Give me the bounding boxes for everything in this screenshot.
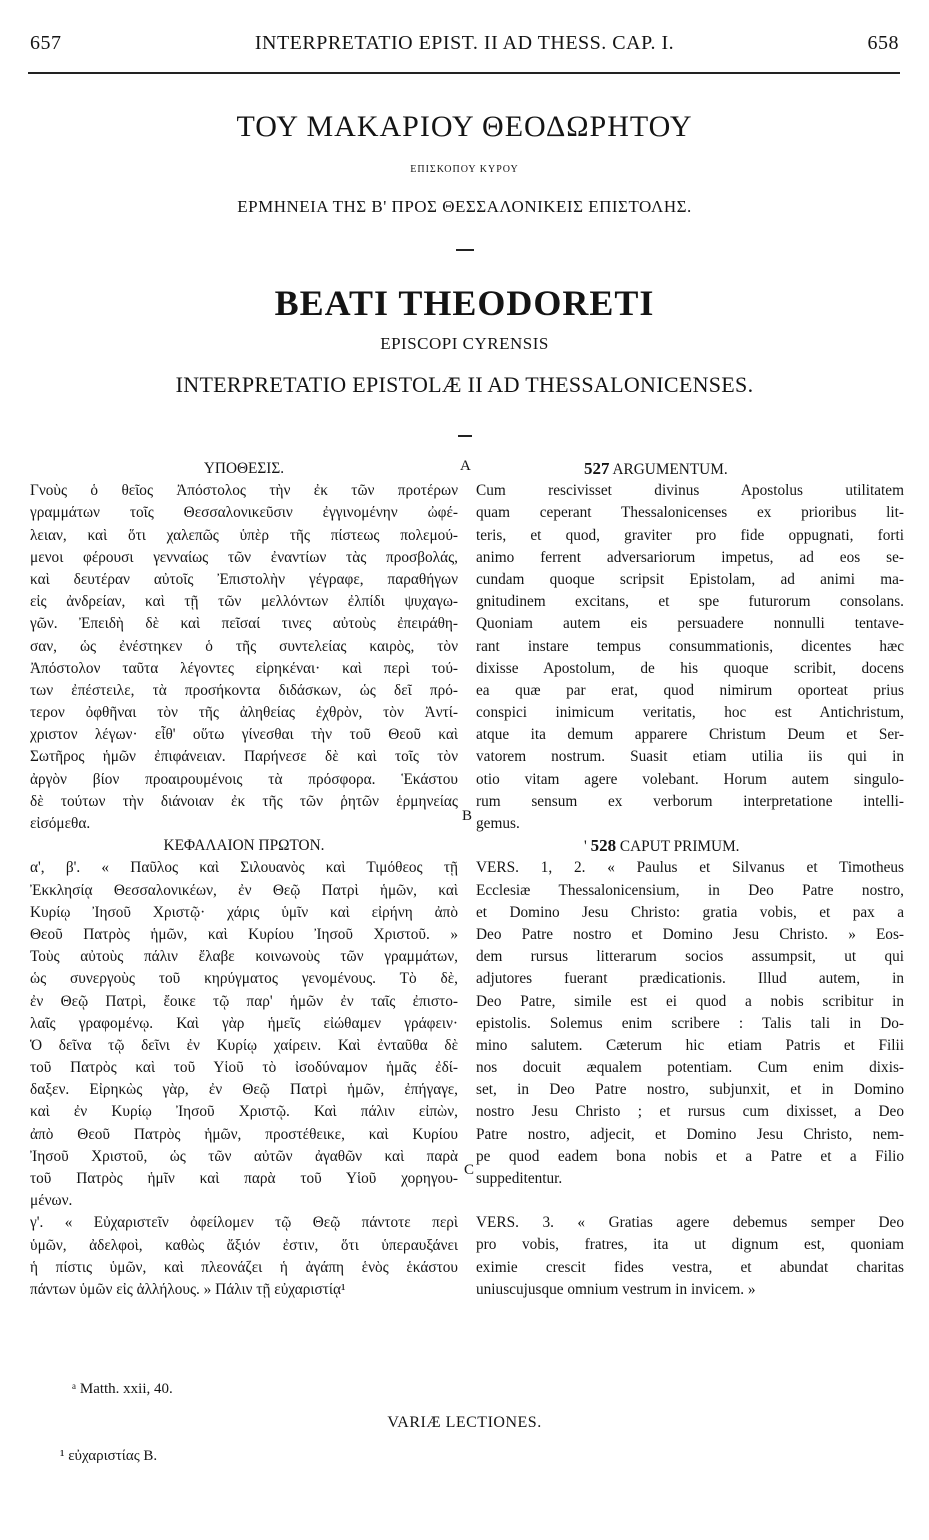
text-line: τερον ὀφθῆναι τὸν τῆς ἀληθείας ἐχθρὸν, τὸν Ἀντί- [30, 704, 458, 722]
text-line: λειαν, καὶ ὅτι χαλεπῶς ὑπὲρ τῆς πίστεως πολεμού- [30, 526, 458, 544]
text-line: cundam quoque scripsit Epistolam, ad animi ma- [476, 570, 904, 588]
text-line: εἰς ἀνδρείαν, καὶ τῇ τῶν μελλόντων ἐλπίδι ψυχαγω- [30, 593, 458, 611]
text-line: eximie crescit fides vestra, et abundat charitas [476, 1258, 904, 1276]
text-line: ἡ πίστις ὑμῶν, καὶ πλεονάζει ἡ ἀγάπη ἑνὸς ἑκάστου [30, 1258, 458, 1276]
text-line: ὑμῶν, ἀδελφοὶ, καθὼς ἄξιόν ἐστιν, ὅτι ὑπεραυξάνει [30, 1236, 458, 1254]
text-line: μένων. [30, 1192, 73, 1210]
caput-label: CAPUT PRIMUM. [619, 838, 740, 856]
greek-column [30, 458, 458, 1301]
text-line: ἀπὸ Θεοῦ Πατρὸς ἡμῶν, προστέθεικε, καὶ Κυρίου [30, 1125, 458, 1143]
text-line: α', β'. « Παῦλος καὶ Σιλουανὸς καὶ Τιμόθεος τῇ [30, 859, 458, 877]
greek-heading-hypothesis: ΥΠΟΘΕΣΙΣ. [203, 460, 285, 477]
text-line: λαῖς γραφομένῳ. Καὶ γὰρ ἡμεῖς εἰώθαμεν γράφειν· [30, 1014, 458, 1032]
greek-title: ΤΟΥ ΜΑΚΑΡΙΟΥ ΘΕΟΔΩΡΗΤΟΥ [236, 110, 693, 143]
text-line: καὶ δευτέραν αὐτοῖς Ἐπιστολὴν γέγραφε, παραθήγων [30, 570, 458, 588]
latin-argument-text [476, 480, 904, 835]
text-line: mino salutem. Cæterum hic etiam Patris et Filii [476, 1036, 904, 1054]
text-line: dixisse Apostolum, de his quoque scribit, docens [476, 659, 904, 677]
running-title: INTERPRETATIO EPIST. II AD THESS. CAP. I. [254, 32, 675, 54]
greek-heading-chapter: ΚΕΦΑΛΑΙΟΝ ΠΡΩΤΟΝ. [163, 837, 325, 855]
latin-column [476, 458, 904, 1301]
latin-title: BEATI THEODORETI [274, 283, 655, 323]
text-line: τοῦ Πατρὸς ἡμῖν καὶ παρὰ τοῦ Υἱοῦ χορηγου- [30, 1170, 458, 1187]
greek-argument-text [30, 480, 458, 835]
text-line: Κυρίῳ Ἰησοῦ Χριστῷ· χάρις ὑμῖν καὶ εἰρήνη ἀπὸ [30, 903, 458, 921]
text-line: χριστον λέγων· εἶθ' οὕτω γίνεσθαι τὴν τοῦ Θεοῦ καὶ [30, 726, 458, 744]
text-line: Ὁ δεῖνα τῷ δεῖνι ἐν Κυρίῳ χαίρειν. Καὶ ἐνταῦθα δὲ [30, 1036, 458, 1054]
text-line: ὡς συνεργοὺς τοῦ κηρύγματος γενομένους. Τὸ δὲ, [30, 970, 458, 988]
text-line: των ἐπέστειλε, τὰ προσήκοντα διδάσκων, ὡς δεῖ πρό- [30, 681, 458, 699]
text-line: teris, et quod, graviter pro fide oppugnati, forti [476, 526, 904, 544]
text-line: pe quod eadem bona nobis et a Patre et a Filio [476, 1147, 904, 1165]
variae-lectiones-title: VARIÆ LECTIONES. [387, 1414, 542, 1431]
text-line: vatorem nostrum. Suasit etiam utilia iis qui in [476, 748, 904, 766]
text-line: Ecclesiæ Thessalonicensium, in Deo Patre nostro, [476, 881, 904, 899]
text-line: γραμμάτων τοῖς Θεσσαλονικεῦσιν ἐγγινομένην ὠφέ- [30, 504, 458, 522]
text-line: VERS. 1, 2. « Paulus et Silvanus et Timotheus [476, 859, 904, 877]
text-line: δαξεν. Εἰρηκὼς γὰρ, ἐν Θεῷ Πατρὶ ἡμῶν, ἐπήγαγε, [30, 1081, 458, 1099]
section-divider [0, 424, 929, 442]
text-line: Deo Patre nostro et Domino Jesu Christo. » Eos- [476, 925, 904, 943]
text-line: animo ferrent adversariorum impetus, ad eos se- [476, 548, 904, 566]
latin-heading-caput: ' 528 CAPUT PRIMUM. [584, 836, 740, 856]
text-line: uniuscujusque omnium vestrum in invicem. » [476, 1280, 756, 1298]
text-line: et Domino Jesu Christo: gratia vobis, et pax a [476, 903, 904, 921]
text-line: ἀργὸν βίον προαιρουμένοις τὰ πρόσφορα. Ἑκάστου [30, 770, 458, 788]
text-line: otio vitam agere volebant. Horum autem singulo- [476, 770, 904, 788]
text-line: Θεοῦ Πατρὸς ἡμῶν, καὶ Κυρίου Ἰησοῦ Χριστοῦ. » [30, 925, 458, 943]
text-line: nos docuit æqualem potentiam. Cum enim dixis- [476, 1059, 904, 1077]
page-number-right: 658 [867, 32, 899, 54]
text-line: εἰσόμεθα. [30, 815, 91, 832]
text-line: γ'. « Εὐχαριστεῖν ὀφείλομεν τῷ Θεῷ πάντοτε περὶ [30, 1214, 458, 1232]
text-line: adjutores fuerant prædicationis. Illud autem, in [476, 970, 904, 988]
text-line: Γνοὺς ὁ θεῖος Ἀπόστολος τὴν ἐκ τῶν προτέρων [30, 482, 458, 500]
text-line: γῶν. Ἐπειδὴ δὲ καὶ πεῖσαί τινες αὐτοὺς ἐπειράθη- [30, 615, 458, 633]
latin-subtitle: EPISCOPI CYRENSIS [380, 334, 549, 353]
greek-work-title: ΕΡΜΗΝΕΙΑ ΤΗΣ Β' ΠΡΟΣ ΘΕΣΣΑΛΟΝΙΚΕΙΣ ΕΠΙΣΤΟΛΗΣ. [237, 197, 692, 216]
text-line: suppeditentur. [476, 1170, 563, 1187]
scripture-footnote: ᵃ Matth. xxii, 40. [72, 1381, 173, 1397]
header-rule [28, 72, 900, 74]
latin-work-title: INTERPRETATIO EPISTOLÆ II AD THESSALONICENSES. [175, 372, 754, 397]
page-number-left: 657 [30, 32, 62, 54]
text-line: rum sensum ex verborum interpretatione intelli- [476, 792, 904, 810]
column-number-528: 528 [590, 836, 617, 856]
text-line: pro vobis, fratres, ita ut dignum est, quoniam [476, 1236, 904, 1254]
text-line: Cum rescivisset divinus Apostolus utilitatem [476, 482, 904, 500]
text-line: τοῦ Πατρὸς καὶ τοῦ Υἱοῦ τὸ ἰσοδύναμον ἡμᾶς ἐδί- [30, 1059, 458, 1077]
text-line: σαν, ὡς ἐνέστηκεν ὁ τῆς συντελείας καιρὸς, τὸν [30, 637, 458, 655]
text-line: καὶ ἐν Κυρίῳ Ἰησοῦ Χριστῷ. Καὶ πάλιν εἰπὼν, [30, 1103, 458, 1121]
text-line: μενοι φέρουσι γενναίως τῶν ἐναντίων τὰς προσβολάς, [30, 548, 458, 566]
text-line: VERS. 3. « Gratias agere debemus semper Deo [476, 1214, 904, 1232]
text-line: δὲ τούτων τὴν διάνοιαν ἐκ τῆς τῶν ῥητῶν ἑρμηνείας [30, 792, 458, 810]
text-line: Ἀπόστολον ταῦτα λέγοντες εἰρηκέναι· καὶ περὶ τού- [30, 659, 458, 677]
text-line: conspici inimicum veritatis, hoc est Antichristum, [476, 704, 904, 722]
greek-subtitle: ΕΠΙΣΚΟΠΟΥ ΚΥΡΟΥ [410, 164, 519, 175]
margin-letter-a: A [460, 458, 471, 474]
text-line: rant instare tempus consummationis, dicentes hæc [476, 637, 904, 655]
text-line: gnitudinem excitans, et spe futurorum consolans. [476, 593, 904, 611]
latin-heading-argumentum [476, 458, 904, 480]
text-line: πάντων ὑμῶν εἰς ἀλλήλους. » Πάλιν τῇ εὐχαριστίᾳ¹ [30, 1280, 346, 1298]
text-line: Τοὺς αὐτοὺς πάλιν ἔλαβε κοινωνοὺς τῶν γραμμάτων, [30, 948, 458, 966]
margin-letter-c: C [464, 1162, 475, 1178]
text-line: atque ita demum apparere Christum Deum et Ser- [476, 726, 904, 744]
title-divider [0, 238, 929, 256]
text-line: nostro Jesu Christo ; et rursus cum dixisset, a Deo [476, 1103, 904, 1121]
text-line: gemus. [476, 815, 520, 832]
variant-footnote: ¹ εὐχαριστίας B. [60, 1448, 158, 1464]
latin-chapter-text [476, 857, 904, 1190]
latin-vers3-text [476, 1212, 904, 1301]
text-line: Deo Patre, simile est ei quod a nobis scribitur in [476, 992, 904, 1010]
text-line: set, in Deo Patre nostro, subjunxit, et in Domino [476, 1081, 904, 1099]
text-line: Quoniam autem eis persuadere nonnulli tentave- [476, 615, 904, 633]
text-line: epistolis. Solemus enim scribere : Talis tali in Do- [476, 1014, 904, 1032]
text-line: dem rursus litterarum socios assumpsit, ut qui [476, 948, 904, 966]
greek-chapter-text [30, 857, 458, 1301]
text-line: Ἐκκλησίᾳ Θεσσαλονικέων, ἐν Θεῷ Πατρὶ ἡμῶν, καὶ [30, 881, 458, 899]
text-line: Σωτῆρος ἡμῶν ἐπιφάνειαν. Παρήνεσε δὲ καὶ τοῖς τὸν [30, 748, 458, 766]
text-line: Ἰησοῦ Χριστοῦ, ὡς τῶν αὐτῶν ἀγαθῶν καὶ παρὰ [30, 1147, 458, 1165]
margin-letter-b: B [462, 808, 473, 824]
text-line: ea quæ par erat, quod nimirum oporteat prius [476, 681, 904, 699]
text-line: ἐν Θεῷ Πατρὶ, ἔοικε τῷ παρ' ἡμῶν ἐν ταῖς ἐπιστο- [30, 992, 458, 1010]
column-number-527: 527 [584, 459, 610, 478]
text-line: Patre nostro, adjecit, et Domino Jesu Christo, nem- [476, 1125, 904, 1143]
argumentum-label: ARGUMENTUM. [612, 461, 728, 478]
text-line: quam ceperant Thessalonicenses ex prioribus lit- [476, 504, 904, 522]
